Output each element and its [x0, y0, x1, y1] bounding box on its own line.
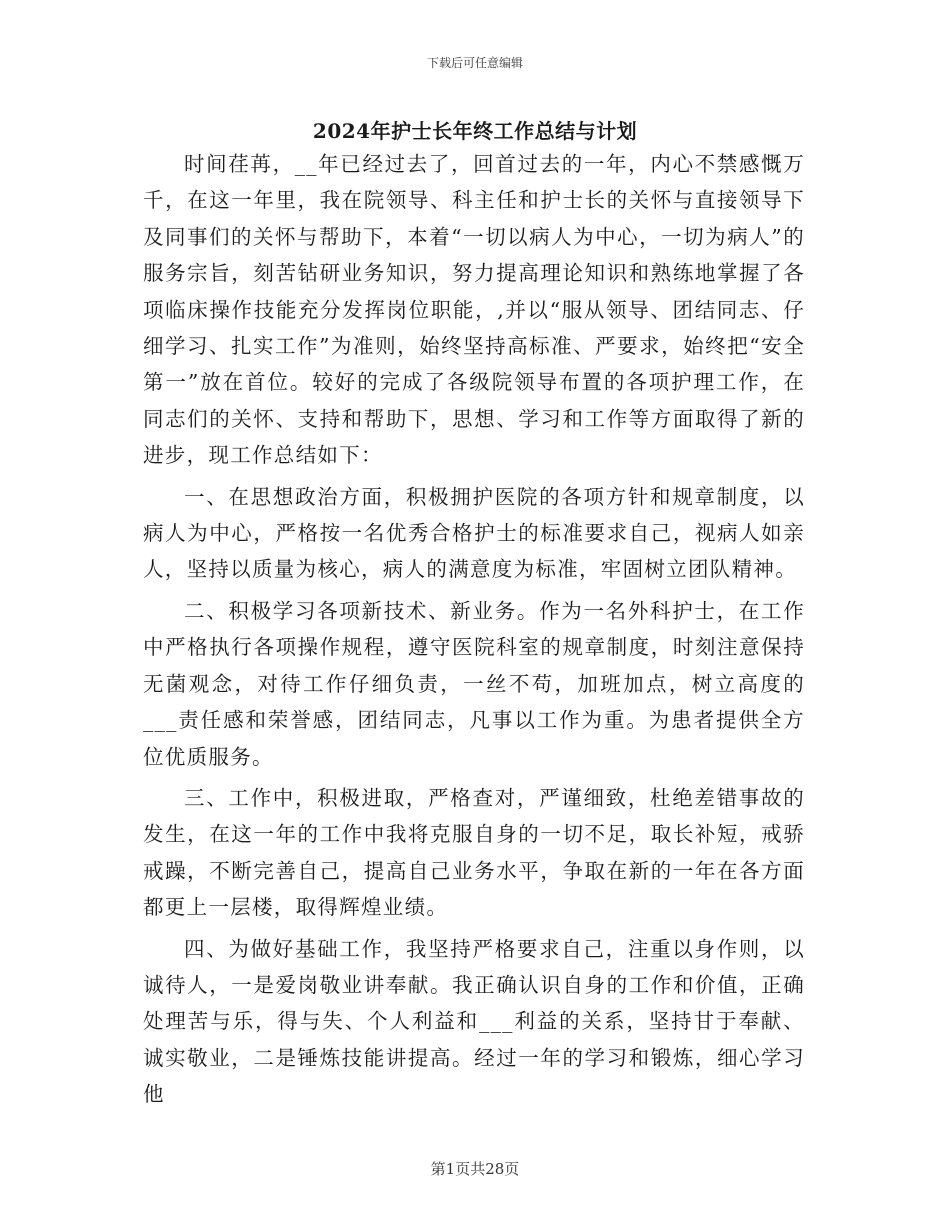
paragraph-section-3: 三、工作中，积极进取，严格查对，严谨细致，杜绝差错事故的发生，在这一年的工作中我将克服自身的一切不足，取长补短，戒骄戒躁，不断完善自己，提高自己业务水平，争取在新的一年在各方面都更上一层楼，取得辉煌业绩。	[143, 785, 805, 920]
paragraph-section-2: 二、积极学习各项新技术、新业务。作为一名外科护士，在工作中严格执行各项操作规程，遵守医院科室的规章制度，时刻注意保持无菌观念，对待工作仔细负责，一丝不苟，加班加点，树立高度的___责任感和荣誉感，团结同志，凡事以工作为重。为患者提供全方位优质服务。	[143, 598, 805, 769]
paragraph-section-1: 一、在思想政治方面，积极拥护医院的各项方针和规章制度，以病人为中心，严格按一名优秀合格护士的标准要求自己，视病人如亲人，坚持以质量为核心，病人的满意度为标准，牢固树立团队精神。	[143, 484, 805, 582]
document-body	[143, 146, 805, 1113]
paragraph-intro: 时间荏苒，__年已经过去了，回首过去的一年，内心不禁感慨万千，在这一年里，我在院领导、科主任和护士长的关怀与直接领导下及同事们的关怀与帮助下，本着“一切以病人为中心，一切为病人”的服务宗旨，刻苦钻研业务知识，努力提高理论知识和熟练地掌握了各项临床操作技能充分发挥岗位职能，,并以“服从领导、团结同志、仔细学习、扎实工作”为准则，始终坚持高标准、严要求，始终把“安全第一”放在首位。较好的完成了各级院领导布置的各项护理工作，在同志们的关怀、支持和帮助下，思想、学习和工作等方面取得了新的进步，现工作总结如下：	[143, 152, 805, 468]
page-number-footer: 第1页共28页	[430, 1160, 520, 1178]
paragraph-section-4: 四、为做好基础工作，我坚持严格要求自己，注重以身作则，以诚待人，一是爱岗敬业讲奉献。我正确认识自身的工作和价值，正确处理苦与乐，得与失、个人利益和___利益的关系，坚持甘于奉献、诚实敬业，二是锤炼技能讲提高。经过一年的学习和锻炼，细心学习他	[143, 936, 805, 1107]
document-title: 2024年护士长年终工作总结与计划	[312, 119, 638, 143]
page-header-note: 下载后可任意编辑	[426, 56, 523, 70]
